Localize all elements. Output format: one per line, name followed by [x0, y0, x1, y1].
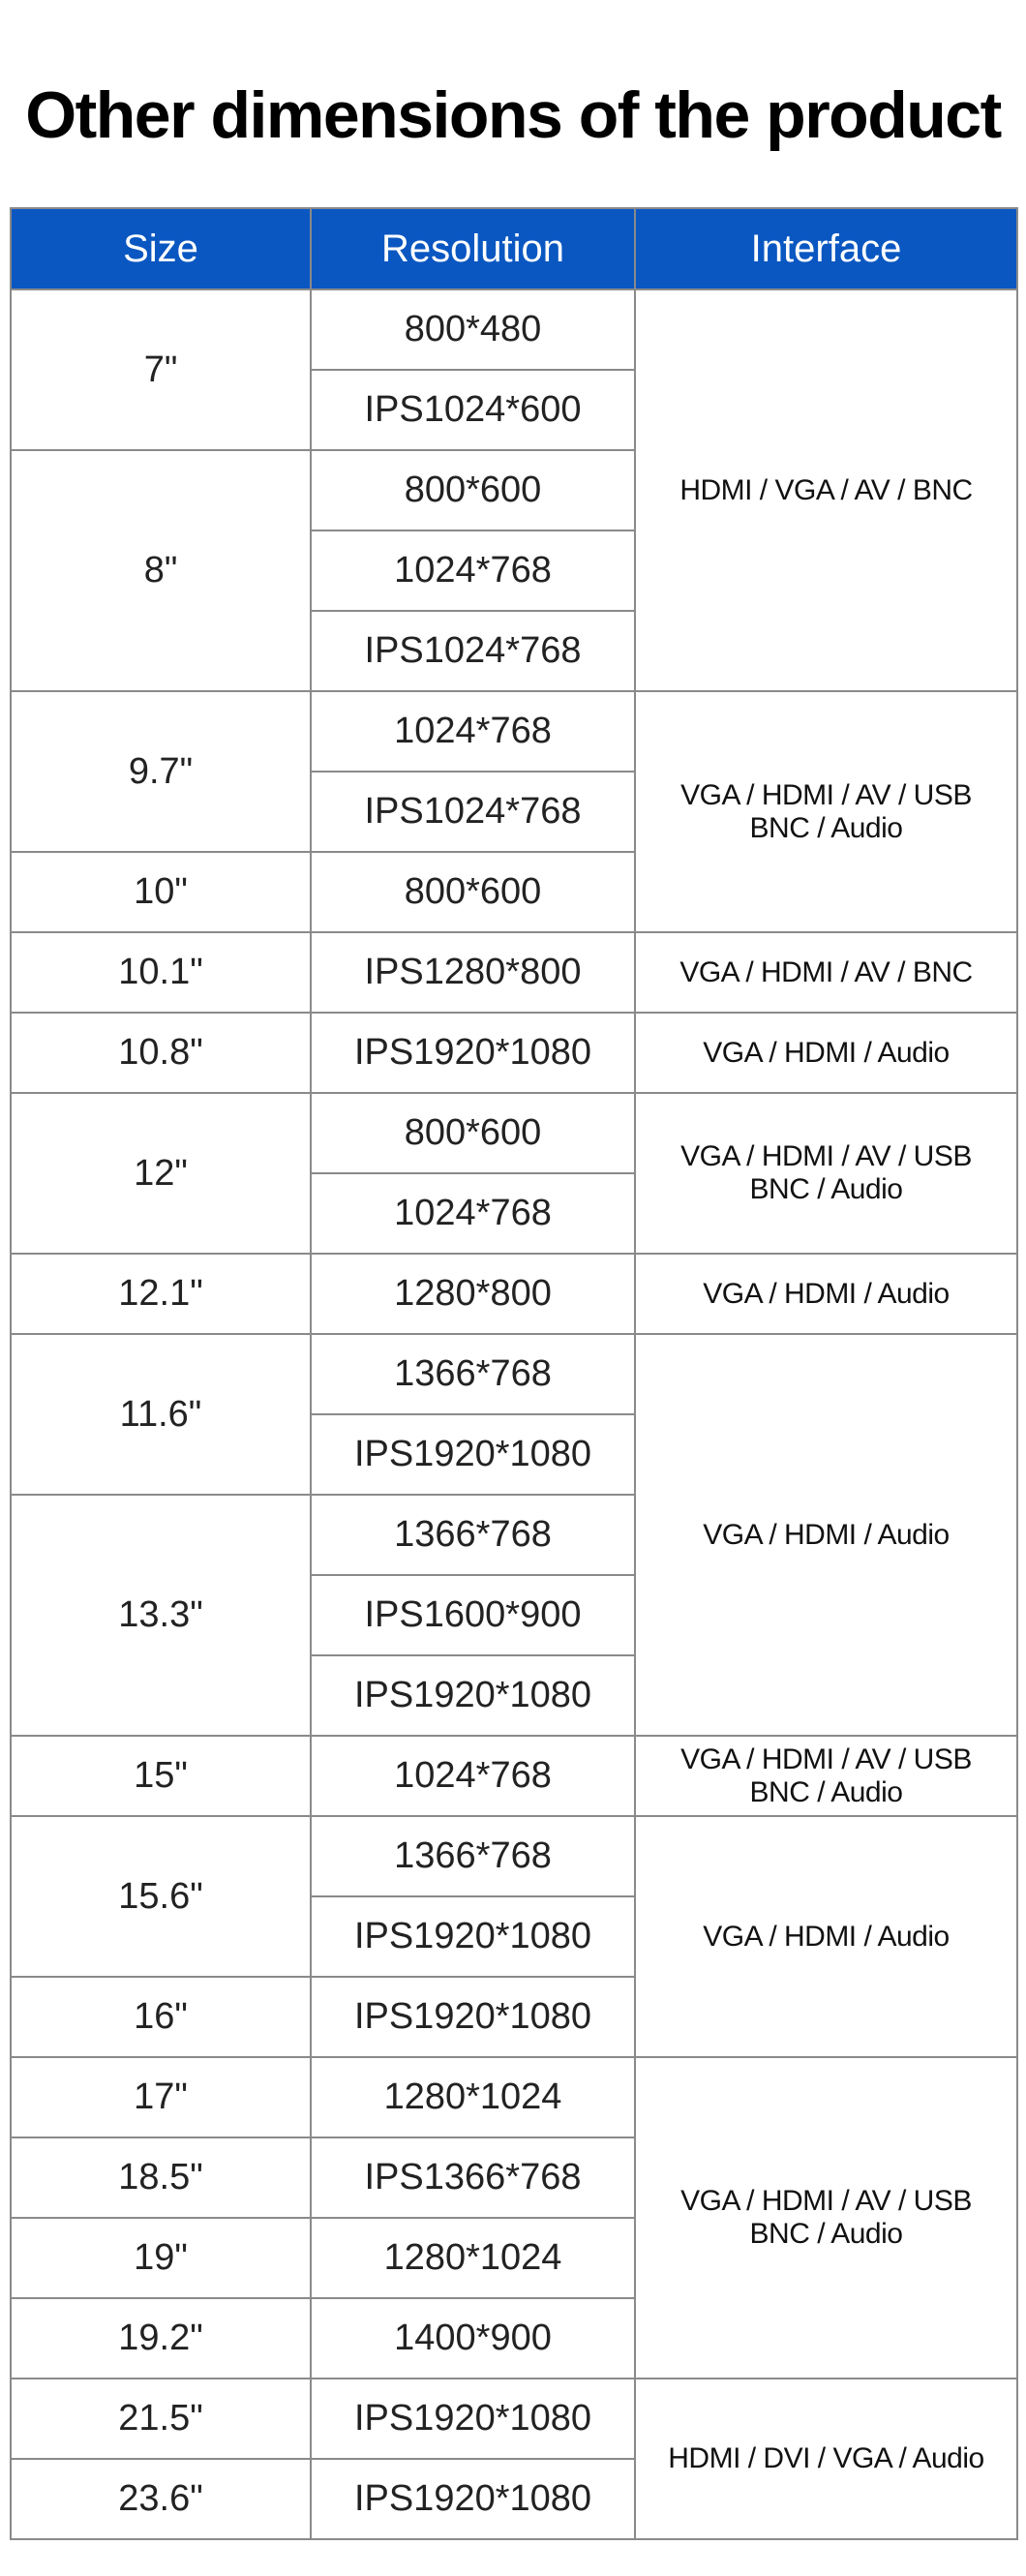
- resolution-cell: 800*600: [311, 1093, 635, 1173]
- interface-cell: [635, 2057, 1017, 2379]
- resolution-cell: 1024*768: [311, 530, 635, 611]
- resolution-cell: IPS1920*1080: [311, 1896, 635, 1977]
- interface-line: VGA / HDMI / Audio: [703, 1920, 950, 1953]
- resolution-cell: 1366*768: [311, 1816, 635, 1896]
- interface-line: BNC / Audio: [749, 2218, 903, 2250]
- resolution-cell: IPS1024*768: [311, 611, 635, 691]
- table-row: [11, 1254, 1017, 1334]
- resolution-cell: 800*480: [311, 289, 635, 370]
- size-cell: 9.7": [11, 691, 311, 852]
- table-row: [11, 1013, 1017, 1093]
- size-cell: 19": [11, 2218, 311, 2298]
- interface-cell: [635, 1254, 1017, 1334]
- interface-line: VGA / HDMI / AV / USB: [680, 2185, 972, 2217]
- resolution-cell: 800*600: [311, 450, 635, 530]
- size-cell: 8": [11, 450, 311, 691]
- interface-cell: [635, 1816, 1017, 2057]
- resolution-cell: 1024*768: [311, 1736, 635, 1816]
- table-row: [11, 2057, 1017, 2137]
- size-cell: 11.6": [11, 1334, 311, 1495]
- size-cell: 13.3": [11, 1495, 311, 1736]
- page-title: Other dimensions of the product: [25, 78, 1001, 152]
- interface-cell: [635, 691, 1017, 932]
- interface-cell: [635, 2379, 1017, 2539]
- resolution-cell: 800*600: [311, 852, 635, 932]
- resolution-cell: IPS1024*768: [311, 772, 635, 852]
- resolution-cell: 1400*900: [311, 2298, 635, 2379]
- size-cell: 12.1": [11, 1254, 311, 1334]
- interface-cell: [635, 289, 1017, 691]
- size-cell: 12": [11, 1093, 311, 1254]
- size-cell: 15.6": [11, 1816, 311, 1977]
- table-row: [11, 691, 1017, 772]
- size-cell: 17": [11, 2057, 311, 2137]
- interface-line: BNC / Audio: [749, 1775, 903, 1808]
- resolution-cell: IPS1920*1080: [311, 1655, 635, 1736]
- size-cell: 10.8": [11, 1013, 311, 1093]
- interface-line: VGA / HDMI / AV / USB: [680, 1743, 972, 1775]
- interface-line: VGA / HDMI / Audio: [703, 1277, 950, 1310]
- table-row: [11, 932, 1017, 1013]
- resolution-cell: 1280*1024: [311, 2218, 635, 2298]
- table-row: [11, 1093, 1017, 1173]
- resolution-cell: 1280*1024: [311, 2057, 635, 2137]
- table-row: [11, 2379, 1017, 2459]
- column-header-interface: Interface: [635, 208, 1017, 289]
- table-header-row: [11, 208, 1017, 289]
- size-cell: 18.5": [11, 2137, 311, 2218]
- resolution-cell: IPS1366*768: [311, 2137, 635, 2218]
- resolution-cell: 1024*768: [311, 691, 635, 772]
- interface-line: VGA / HDMI / AV / USB: [680, 778, 972, 811]
- spec-table: [10, 207, 1018, 2540]
- interface-line: HDMI / VGA / AV / BNC: [679, 473, 973, 506]
- resolution-cell: IPS1600*900: [311, 1575, 635, 1655]
- interface-line: BNC / Audio: [749, 1173, 903, 1205]
- interface-cell: [635, 1093, 1017, 1254]
- interface-cell: [635, 1334, 1017, 1736]
- resolution-cell: IPS1920*1080: [311, 1414, 635, 1495]
- interface-line: VGA / HDMI / Audio: [703, 1518, 950, 1551]
- resolution-cell: IPS1920*1080: [311, 1013, 635, 1093]
- resolution-cell: 1366*768: [311, 1495, 635, 1575]
- size-cell: 23.6": [11, 2459, 311, 2539]
- interface-line: HDMI / DVI / VGA / Audio: [668, 2442, 984, 2474]
- size-cell: 10.1": [11, 932, 311, 1013]
- resolution-cell: IPS1280*800: [311, 932, 635, 1013]
- size-cell: 19.2": [11, 2298, 311, 2379]
- column-header-size: Size: [11, 208, 311, 289]
- size-cell: 7": [11, 289, 311, 450]
- size-cell: 21.5": [11, 2379, 311, 2459]
- interface-cell: [635, 932, 1017, 1013]
- interface-cell: [635, 1013, 1017, 1093]
- interface-line: BNC / Audio: [749, 811, 903, 844]
- table-row: [11, 289, 1017, 370]
- resolution-cell: 1024*768: [311, 1173, 635, 1254]
- interface-line: VGA / HDMI / AV / BNC: [679, 955, 973, 988]
- resolution-cell: 1280*800: [311, 1254, 635, 1334]
- resolution-cell: IPS1024*600: [311, 370, 635, 450]
- size-cell: 16": [11, 1977, 311, 2057]
- table-row: [11, 1736, 1017, 1816]
- resolution-cell: 1366*768: [311, 1334, 635, 1414]
- size-cell: 10": [11, 852, 311, 932]
- table-row: [11, 1816, 1017, 1896]
- interface-line: VGA / HDMI / Audio: [703, 1036, 950, 1069]
- size-cell: 15": [11, 1736, 311, 1816]
- interface-cell: [635, 1736, 1017, 1816]
- resolution-cell: IPS1920*1080: [311, 2379, 635, 2459]
- table-row: [11, 1334, 1017, 1414]
- resolution-cell: IPS1920*1080: [311, 1977, 635, 2057]
- column-header-resolution: Resolution: [311, 208, 635, 289]
- interface-line: VGA / HDMI / AV / USB: [680, 1140, 972, 1172]
- resolution-cell: IPS1920*1080: [311, 2459, 635, 2539]
